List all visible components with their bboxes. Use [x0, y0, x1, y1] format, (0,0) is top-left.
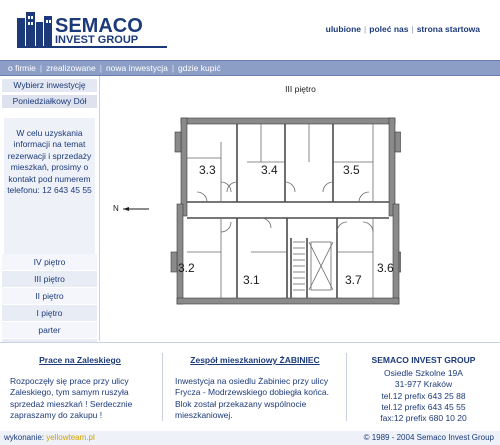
news-zaleskiego-title[interactable]: Prace na Zaleskiego [39, 355, 121, 365]
floor-item-2[interactable]: II piętro [2, 288, 97, 305]
footer-separator [346, 353, 347, 421]
apartment-3-5[interactable]: 3.5 [343, 163, 360, 177]
company-name: SEMACO INVEST GROUP [371, 355, 476, 365]
compass-label: N [113, 204, 119, 214]
homepage-link[interactable]: strona startowa [416, 24, 480, 34]
company-contact [356, 355, 491, 424]
logo-subtitle: INVEST GROUP [55, 34, 139, 46]
main-content [101, 76, 500, 341]
footer-separator [162, 353, 163, 421]
selected-investment[interactable]: Poniedziałkowy Dół [2, 95, 97, 108]
floor-item-ground[interactable]: parter [2, 322, 97, 339]
nav-new-investment[interactable]: nowa inwestycja [105, 63, 168, 73]
nav-where-to-buy[interactable]: gdzie kupić [178, 63, 221, 73]
apartment-3-3[interactable]: 3.3 [199, 163, 216, 177]
main-nav: o firmie | zrealizowane | nowa inwestycja | gdzie kupić [0, 60, 500, 76]
bottom-bar [0, 431, 500, 445]
company-address-city: 31-977 Kraków [394, 379, 453, 390]
top-links: ulubione | poleć nas | strona startowa [325, 24, 480, 34]
company-address-street: Osiedle Szkolne 19A [384, 368, 463, 379]
company-phone-1: tel.12 prefix 643 25 88 [381, 390, 466, 401]
news-zabiniec [175, 355, 335, 421]
footer [0, 343, 500, 431]
apartment-3-6[interactable]: 3.6 [377, 261, 394, 275]
credit-link[interactable]: yellowteam.pl [46, 433, 95, 442]
apartment-3-2[interactable]: 3.2 [178, 261, 195, 275]
floor-item-1[interactable]: I piętro [2, 305, 97, 322]
floor-list [0, 254, 99, 356]
credit [4, 431, 95, 445]
recommend-link[interactable]: poleć nas [369, 24, 409, 34]
semaco-logo[interactable] [17, 10, 167, 48]
company-fax: fax:12 prefix 680 10 20 [380, 413, 467, 424]
contact-info: W celu uzyskania informacji na temat rezerwacji i sprzedaży mieszkań, prosimy o kontakt pod numerem telefonu: 12 643 45 55 [4, 118, 95, 254]
floor-item-3[interactable]: III piętro [2, 271, 97, 288]
floor-plan [111, 102, 401, 332]
copyright: © 1989 - 2004 Semaco Invest Group [363, 433, 494, 442]
credit-label: wykonanie: [4, 433, 45, 442]
news-zabiniec-title[interactable]: Zespół mieszkaniowy ŻABINIEC [190, 355, 320, 365]
apartment-3-1[interactable]: 3.1 [243, 273, 260, 287]
favorites-link[interactable]: ulubione [325, 24, 362, 34]
header [0, 0, 500, 60]
company-phone-2: tel.12 prefix 643 45 55 [381, 401, 466, 412]
nav-completed[interactable]: zrealizowane [46, 63, 96, 73]
news-zaleskiego-text: Rozpoczęły się prace przy ulicy Zaleskiego, tym samym ruszyła sprzedaż mieszkań ! Serdecznie zapraszamy do zakupu ! [10, 376, 133, 420]
floor-title: III piętro [285, 84, 316, 94]
sidebar [0, 76, 100, 341]
news-zaleskiego [10, 355, 150, 421]
apartment-3-7[interactable]: 3.7 [345, 273, 362, 287]
news-zabiniec-text: Inwestycja na osiedlu Żabiniec przy ulicy Frycza - Modrzewskiego dobiegła końca. Blok został przekazany wspólnocie mieszkaniowej. [175, 376, 330, 420]
logo-title: SEMACO [55, 15, 143, 37]
apartment-3-4[interactable]: 3.4 [261, 163, 278, 177]
choose-investment-label[interactable]: Wybierz inwestycję [2, 79, 97, 92]
floor-item-4[interactable]: IV piętro [2, 254, 97, 271]
nav-about[interactable]: o firmie [8, 63, 36, 73]
